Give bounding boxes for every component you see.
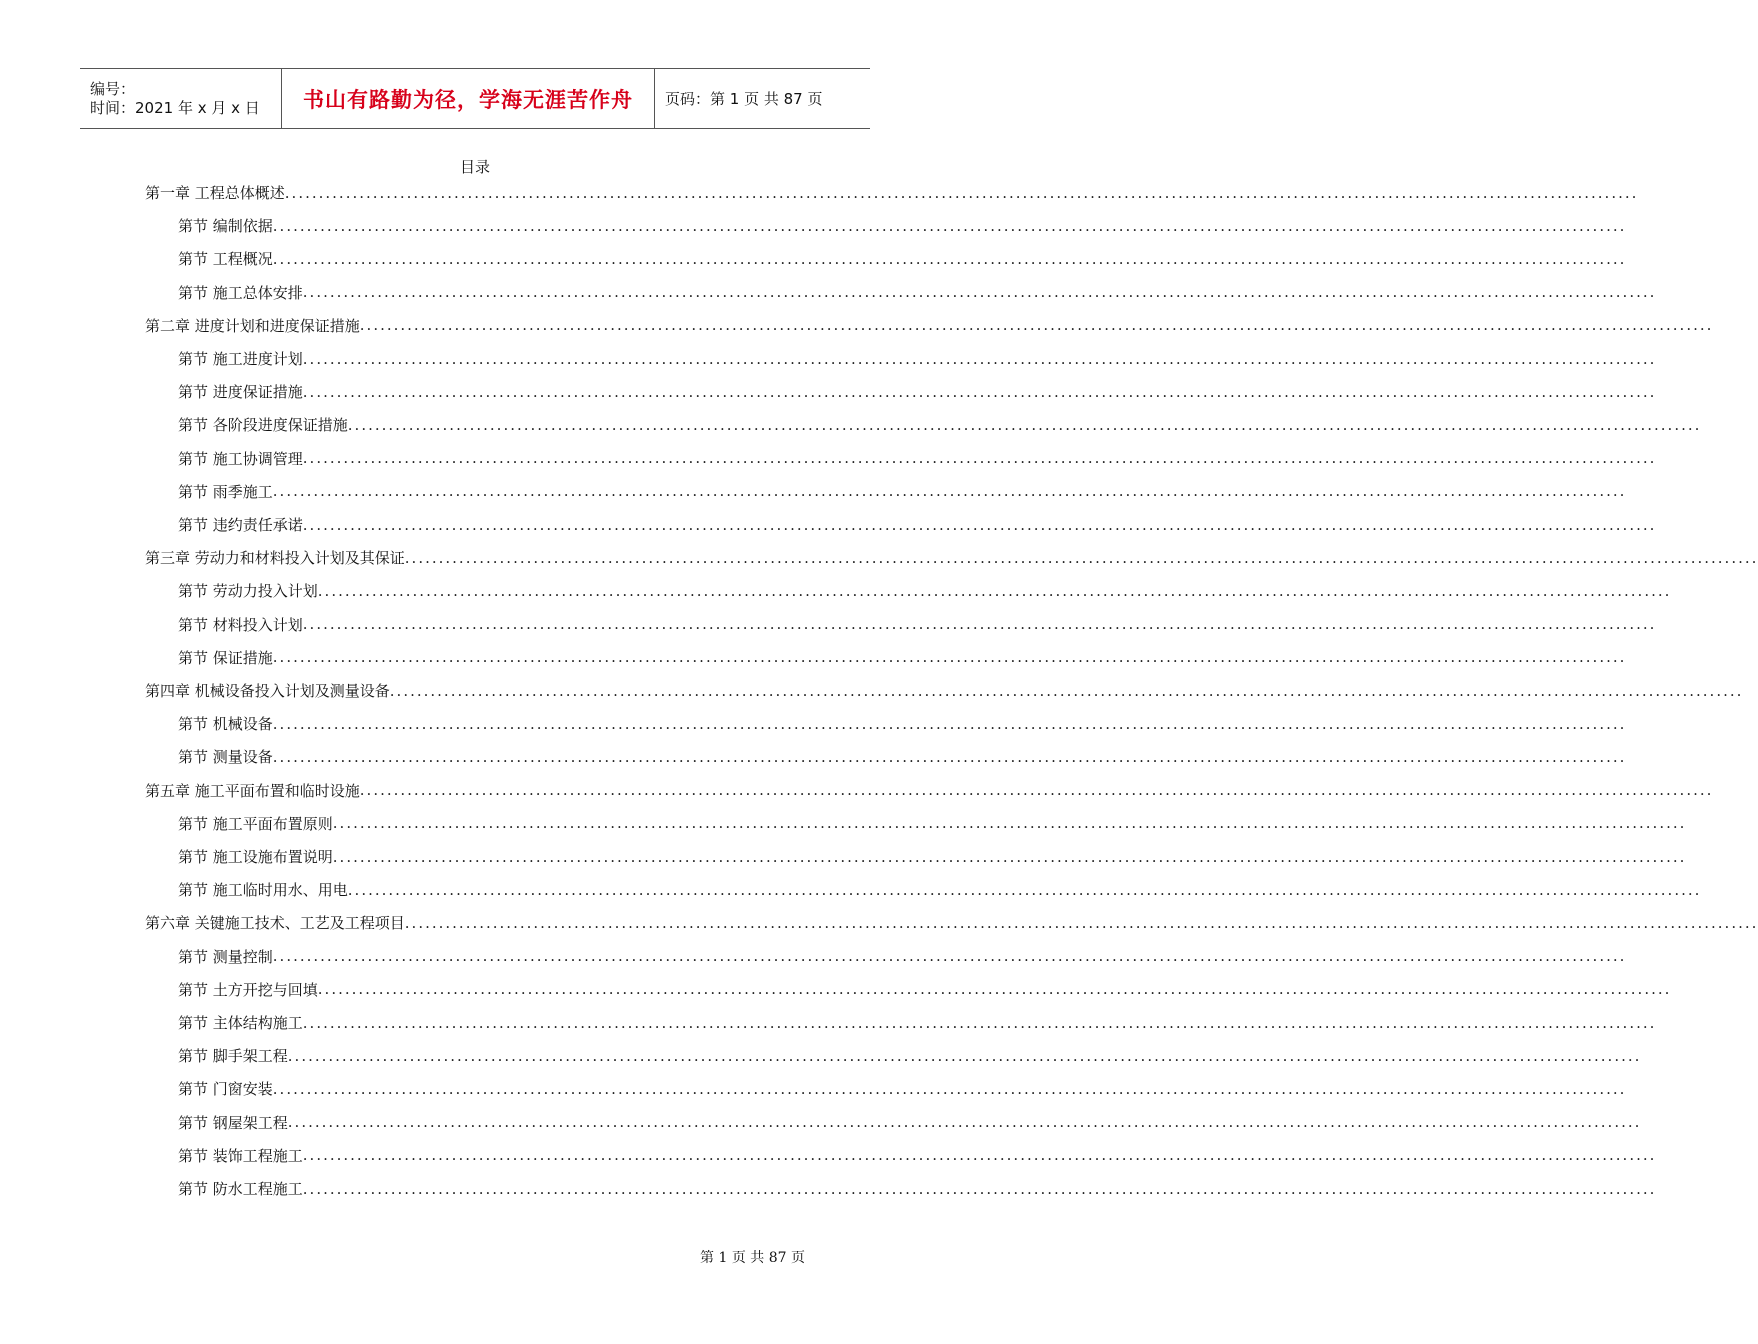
header-page-number: 页码：第 1 页 共 87 页	[665, 90, 823, 108]
toc-chapter-entry	[145, 176, 1639, 209]
toc-chapter-entry	[145, 674, 1744, 707]
toc-entry-label: 第节 各阶段进度保证措施	[178, 416, 348, 435]
toc-section-entry	[178, 1172, 1657, 1205]
toc-section-entry	[178, 973, 1672, 1006]
toc-section-entry	[178, 1039, 1642, 1072]
toc-entry-label: 第节 进度保证措施	[178, 383, 303, 402]
toc-entry-label: 第节 施工临时用水、用电	[178, 881, 348, 900]
toc-section-entry	[178, 276, 1657, 309]
toc-leader-dots: ........................................................................................................................................................................................................	[302, 382, 1657, 401]
document-date-label: 时间：2021 年 x 月 x 日	[90, 98, 260, 117]
toc-chapter-entry	[145, 309, 1714, 342]
toc-entry-label: 第节 施工平面布置原则	[178, 814, 333, 833]
toc-section-entry	[178, 574, 1672, 607]
toc-entry-label: 第四章 机械设备投入计划及测量设备	[145, 682, 390, 700]
toc-leader-dots: ........................................................................................................................................................................................................	[317, 581, 1672, 600]
toc-entry-label: 第节 编制依据	[178, 217, 273, 236]
toc-chapter-entry	[145, 906, 1758, 939]
toc-leader-dots: ........................................................................................................................................................................................................	[302, 1013, 1657, 1032]
toc-entry-label: 第节 劳动力投入计划	[178, 582, 318, 601]
toc-leader-dots: ........................................................................................................................................................................................................	[302, 1146, 1657, 1165]
toc-leader-dots: ........................................................................................................................................................................................................	[347, 415, 1702, 434]
toc-section-entry	[178, 508, 1657, 541]
page-header	[80, 68, 870, 129]
toc-entry-label: 第节 施工总体安排	[178, 283, 303, 302]
toc-leader-dots: ........................................................................................................................................................................................................	[272, 648, 1627, 667]
toc-entry-label: 第节 钢屋架工程	[178, 1113, 288, 1132]
toc-section-entry	[178, 707, 1627, 740]
toc-section-entry	[178, 475, 1627, 508]
toc-entry-label: 第节 脚手架工程	[178, 1047, 288, 1066]
toc-entry-label: 第节 测量控制	[178, 947, 273, 966]
toc-entry-label: 第节 测量设备	[178, 748, 273, 767]
toc-leader-dots: ........................................................................................................................................................................................................	[272, 1079, 1627, 1098]
toc-section-entry	[178, 408, 1702, 441]
toc-leader-dots: ........................................................................................................................................................................................................	[404, 548, 1758, 567]
header-meta	[80, 69, 282, 128]
toc-entry-label: 第节 保证措施	[178, 648, 273, 667]
toc-leader-dots: ........................................................................................................................................................................................................	[347, 880, 1702, 899]
toc-leader-dots: ........................................................................................................................................................................................................	[404, 913, 1758, 932]
document-number-label: 编号：	[90, 79, 136, 98]
toc-entry-label: 第节 机械设备	[178, 715, 273, 734]
toc-section-entry	[178, 740, 1627, 773]
toc-title: 目录	[459, 158, 490, 176]
toc-leader-dots: ........................................................................................................................................................................................................	[359, 781, 1714, 800]
toc-entry-label: 第节 违约责任承诺	[178, 516, 303, 534]
toc-section-entry	[178, 375, 1657, 408]
toc-section-entry	[178, 840, 1687, 873]
toc-leader-dots: ........................................................................................................................................................................................................	[302, 283, 1657, 302]
toc-section-entry	[178, 242, 1627, 275]
toc-leader-dots: ........................................................................................................................................................................................................	[287, 1046, 1642, 1065]
toc-entry-label: 第节 门窗安装	[178, 1080, 273, 1099]
toc-entry-label: 第节 工程概况	[178, 250, 273, 269]
toc-entry-label: 第二章 进度计划和进度保证措施	[145, 316, 360, 335]
toc-leader-dots: ........................................................................................................................................................................................................	[272, 947, 1627, 966]
toc-leader-dots: ........................................................................................................................................................................................................	[302, 515, 1657, 534]
toc-leader-dots: ........................................................................................................................................................................................................	[302, 349, 1657, 368]
toc-leader-dots: ........................................................................................................................................................................................................	[302, 1179, 1657, 1198]
toc-leader-dots: ........................................................................................................................................................................................................	[359, 316, 1714, 335]
toc-chapter-entry	[145, 541, 1758, 574]
toc-section-entry	[178, 641, 1627, 674]
page-footer: 第 1 页 共 87 页	[700, 1250, 805, 1266]
toc-section-entry	[178, 342, 1657, 375]
toc-section-entry	[178, 873, 1702, 906]
toc-entry-label: 第节 施工设施布置说明	[178, 848, 333, 866]
toc-section-entry	[178, 940, 1627, 973]
toc-entry-label: 第一章 工程总体概述	[145, 184, 285, 202]
toc-entry-label: 第节 材料投入计划	[178, 615, 303, 634]
toc-entry-label: 第节 土方开挖与回填	[178, 980, 318, 999]
toc-section-entry	[178, 442, 1657, 475]
toc-entry-label: 第节 雨季施工	[178, 482, 273, 501]
toc-section-entry	[178, 1006, 1657, 1039]
toc-leader-dots: ........................................................................................................................................................................................................	[332, 814, 1687, 833]
toc-leader-dots: ........................................................................................................................................................................................................	[302, 449, 1657, 468]
toc-leader-dots: ........................................................................................................................................................................................................	[272, 482, 1627, 501]
toc-leader-dots: ........................................................................................................................................................................................................	[389, 681, 1744, 700]
toc-entry-label: 第节 施工协调管理	[178, 449, 303, 468]
toc-entry-label: 第节 防水工程施工	[178, 1180, 303, 1198]
toc-entry-label: 第节 主体结构施工	[178, 1014, 303, 1032]
toc-section-entry	[178, 807, 1687, 840]
toc-leader-dots: ........................................................................................................................................................................................................	[272, 747, 1627, 766]
toc-entry-label: 第五章 施工平面布置和临时设施	[145, 781, 360, 800]
toc-section-entry	[178, 1106, 1642, 1139]
toc-leader-dots: ........................................................................................................................................................................................................	[284, 183, 1639, 202]
toc-leader-dots: ........................................................................................................................................................................................................	[272, 249, 1627, 268]
toc-section-entry	[178, 209, 1627, 242]
toc-entry-label: 第节 施工进度计划	[178, 350, 303, 368]
toc-entry-label: 第六章 关键施工技术、工艺及工程项目	[145, 914, 405, 933]
toc-leader-dots: ........................................................................................................................................................................................................	[272, 714, 1627, 733]
toc-section-entry	[178, 1139, 1657, 1172]
toc-section-entry	[178, 608, 1657, 641]
toc-chapter-entry	[145, 774, 1714, 807]
toc-section-entry	[178, 1072, 1627, 1105]
toc-leader-dots: ........................................................................................................................................................................................................	[272, 216, 1627, 235]
toc-entry-label: 第三章 劳动力和材料投入计划及其保证	[145, 549, 405, 568]
toc-leader-dots: ........................................................................................................................................................................................................	[302, 615, 1657, 634]
header-motto: 书山有路勤为径，学海无涯苦作舟	[282, 69, 655, 128]
toc-leader-dots: ........................................................................................................................................................................................................	[332, 847, 1687, 866]
toc-entry-label: 第节 装饰工程施工	[178, 1146, 303, 1165]
toc-leader-dots: ........................................................................................................................................................................................................	[317, 980, 1672, 999]
toc-leader-dots: ........................................................................................................................................................................................................	[287, 1113, 1642, 1132]
